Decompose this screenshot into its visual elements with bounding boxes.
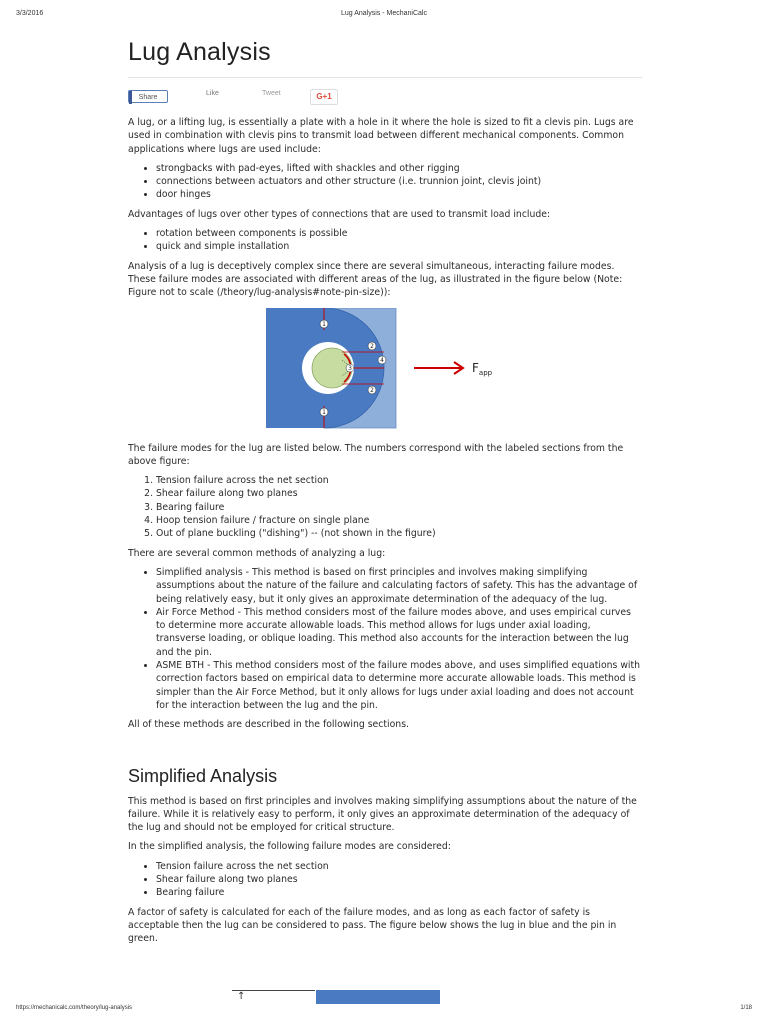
list-item: • strongbacks with pad-eyes, lifted with shackles and other rigging xyxy=(156,162,642,175)
page-title: Lug Analysis xyxy=(128,38,271,66)
lug-failure-modes-figure xyxy=(128,308,642,430)
facebook-share-button[interactable]: Share xyxy=(128,90,168,103)
applications-list xyxy=(128,162,642,202)
simplified-modes-list xyxy=(128,860,642,900)
force-label: $F_{app}$ xyxy=(472,360,493,377)
list-item: • quick and simple installation xyxy=(156,240,642,253)
header-date: 3/3/2016 xyxy=(16,10,44,17)
section-label-1: 1 xyxy=(322,320,326,328)
list-item: • Bearing failure xyxy=(156,886,642,899)
intro-paragraph: A lug, or a lifting lug, is essentially a plate with a hole in it where the hole is sized to fit a clevis pin. Lugs are used in combination with clevis pins to transmit load between different mechanical components. Common applications where lugs are used include: xyxy=(128,117,634,155)
list-item: • rotation between components is possible xyxy=(156,227,642,240)
methods-paragraph: There are several common methods of analyzing a lug: xyxy=(128,547,386,559)
section-heading-simplified: Simplified Analysis xyxy=(128,765,278,786)
footer-url: https://mechanicalc.com/theory/lug-analysis xyxy=(16,1005,133,1011)
article xyxy=(128,30,642,951)
footer-page-number: 1/18 xyxy=(740,1005,752,1011)
list-item: 2. Shear failure along two planes xyxy=(156,487,642,500)
section-label-1b: 1 xyxy=(322,408,326,416)
list-item: • ASME BTH - This method considers most of the failure modes above, and uses simplified equations with correction factors based on empirical data to determine more accurate allowable loads. This method is simpler than the Air Force Method, but it only allows for lugs under axial loading and does not account for the interaction between the lug and the pin. xyxy=(156,659,642,712)
analysis-paragraph: Analysis of a lug is deceptively complex since there are several simultaneous, interacting failure modes. These failure modes are associated with different areas of the lug, as illustrated in the figure below (Note: Figure not to scale (/theory/lug-analysis#note-pin-size)): xyxy=(128,260,623,299)
advantages-paragraph: Advantages of lugs over other types of connections that are used to transmit load include: xyxy=(128,208,551,220)
list-item: • connections between actuators and other structure (i.e. trunnion joint, clevis joint) xyxy=(156,175,642,188)
list-item: • Tension failure across the net section xyxy=(156,860,642,873)
factor-of-safety-paragraph: A factor of safety is calculated for each of the failure modes, and as long as each factor of safety is acceptable then the lug can be considered to pass. The figure below shows the lug in blue and the pin in green. xyxy=(128,906,617,945)
force-arrow xyxy=(414,362,463,374)
list-item: • Simplified analysis - This method is based on first principles and involves making simplifying assumptions about the nature of the failure and calculating factors of safety. This has the advantage of being relatively easy, but it only gives an approximate determination of the adequacy of the lug. xyxy=(156,566,642,606)
social-bar xyxy=(128,78,642,116)
list-item: • Air Force Method - This method considers most of the failure modes above, and uses empirical curves to determine more accurate allowable loads. This method allows for lugs under axial loading, transverse loading, or oblique loading. This method also accounts for the interaction between the lug and the pin. xyxy=(156,606,642,659)
header-page-title: Lug Analysis - MechaniCalc xyxy=(341,10,427,17)
methods-summary: All of these methods are described in the following sections. xyxy=(128,719,409,731)
failure-modes-paragraph: The failure modes for the lug are listed below. The numbers correspond with the labeled sections from the above figure: xyxy=(128,442,624,467)
section-label-4: 4 xyxy=(380,356,384,364)
section-label-3: 3 xyxy=(348,364,352,372)
methods-list xyxy=(128,566,642,712)
facebook-like-button[interactable]: Like xyxy=(206,90,219,97)
list-item: 4. Hoop tension failure / fracture on single plane xyxy=(156,514,642,527)
simplified-paragraph: This method is based on first principles and involves making simplifying assumptions about the nature of the failure. While it is relatively easy to perform, it only gives an approximate determination of the adequacy of the lug and should not be employed for critical structure. xyxy=(128,795,637,834)
list-item: • door hinges xyxy=(156,188,642,201)
next-figure-preview xyxy=(316,990,440,1004)
section-label-2: 2 xyxy=(370,342,374,350)
section-label-2b: 2 xyxy=(370,386,374,394)
tweet-button[interactable]: Tweet xyxy=(262,90,281,97)
failure-modes-list xyxy=(128,474,642,540)
list-item: 1. Tension failure across the net section xyxy=(156,474,642,487)
list-item: 3. Bearing failure xyxy=(156,501,642,514)
simplified-modes-intro: In the simplified analysis, the following failure modes are considered: xyxy=(128,841,451,853)
google-plus-button[interactable]: G+1 xyxy=(310,89,338,105)
back-to-top-link[interactable]: ↑ xyxy=(232,990,315,1002)
list-item: • Shear failure along two planes xyxy=(156,873,642,886)
list-item: 5. Out of plane buckling ("dishing") -- (not shown in the figure) xyxy=(156,527,642,540)
advantages-list xyxy=(128,227,642,254)
